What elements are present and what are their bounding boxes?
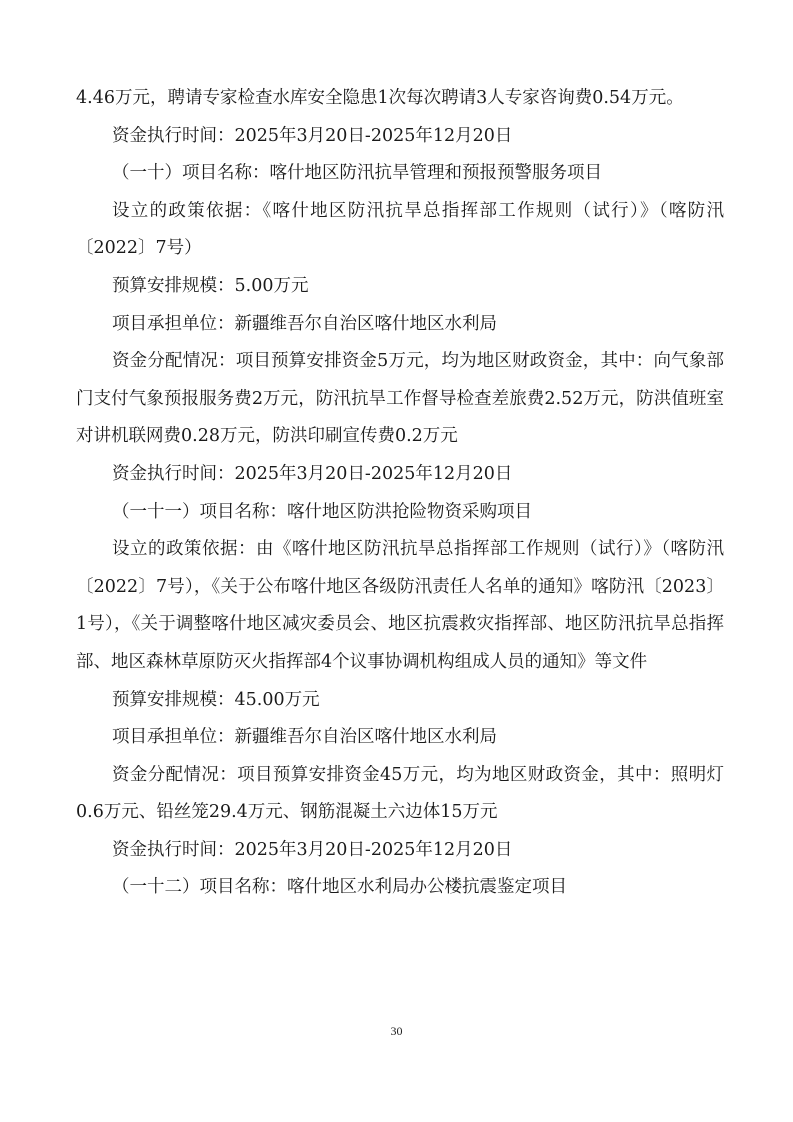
page-number: 30	[390, 1024, 403, 1038]
paragraph: 资金执行时间：2025年3月20日-2025年12月20日	[112, 125, 513, 146]
paragraph: 4.46万元，聘请专家检查水库安全隐患1次每次聘请3人专家咨询费0.54万元。	[76, 88, 684, 108]
paragraph: 项目承担单位：新疆维吾尔自治区喀什地区水利局	[112, 313, 497, 334]
document-body	[76, 80, 724, 907]
section-heading: （一十）项目名称：喀什地区防汛抗旱管理和预报预警服务项目	[112, 163, 602, 184]
paragraph: 资金执行时间：2025年3月20日-2025年12月20日	[112, 839, 513, 860]
section-heading: （一十二）项目名称：喀什地区水利局办公楼抗震鉴定项目	[112, 877, 567, 898]
paragraph: 资金分配情况：项目预算安排资金45万元，均为地区财政资金，其中：照明灯0.6万元、铅丝笼29.4万元、钢筋混凝土六边体15万元	[76, 764, 724, 823]
paragraph: 预算安排规模：5.00万元	[112, 275, 309, 296]
paragraph: 设立的政策依据：由《喀什地区防汛抗旱总指挥部工作规则（试行）》（喀防汛〔2022〕7号），《关于公布喀什地区各级防汛责任人名单的通知》喀防汛〔2023〕1号），《关于调整喀什地区减灾委员会、地区抗震救灾指挥部、地区防汛抗旱总指挥部、地区森林草原防灭火指挥部4个议事协调机构组成人员的通知》等文件	[76, 539, 724, 672]
paragraph: 资金执行时间：2025年3月20日-2025年12月20日	[112, 463, 513, 484]
paragraph: 资金分配情况：项目预算安排资金5万元，均为地区财政资金，其中：向气象部门支付气象预报服务费2万元，防汛抗旱工作督导检查差旅费2.52万元，防洪值班室对讲机联网费0.28万元，防洪印刷宣传费0.2万元	[76, 351, 724, 447]
paragraph: 设立的政策依据：《喀什地区防汛抗旱总指挥部工作规则（试行）》（喀防汛〔2022〕7号）	[76, 200, 724, 259]
paragraph: 项目承担单位：新疆维吾尔自治区喀什地区水利局	[112, 727, 497, 748]
paragraph: 预算安排规模：45.00万元	[112, 689, 320, 710]
section-heading: （一十一）项目名称：喀什地区防洪抢险物资采购项目	[112, 501, 532, 522]
